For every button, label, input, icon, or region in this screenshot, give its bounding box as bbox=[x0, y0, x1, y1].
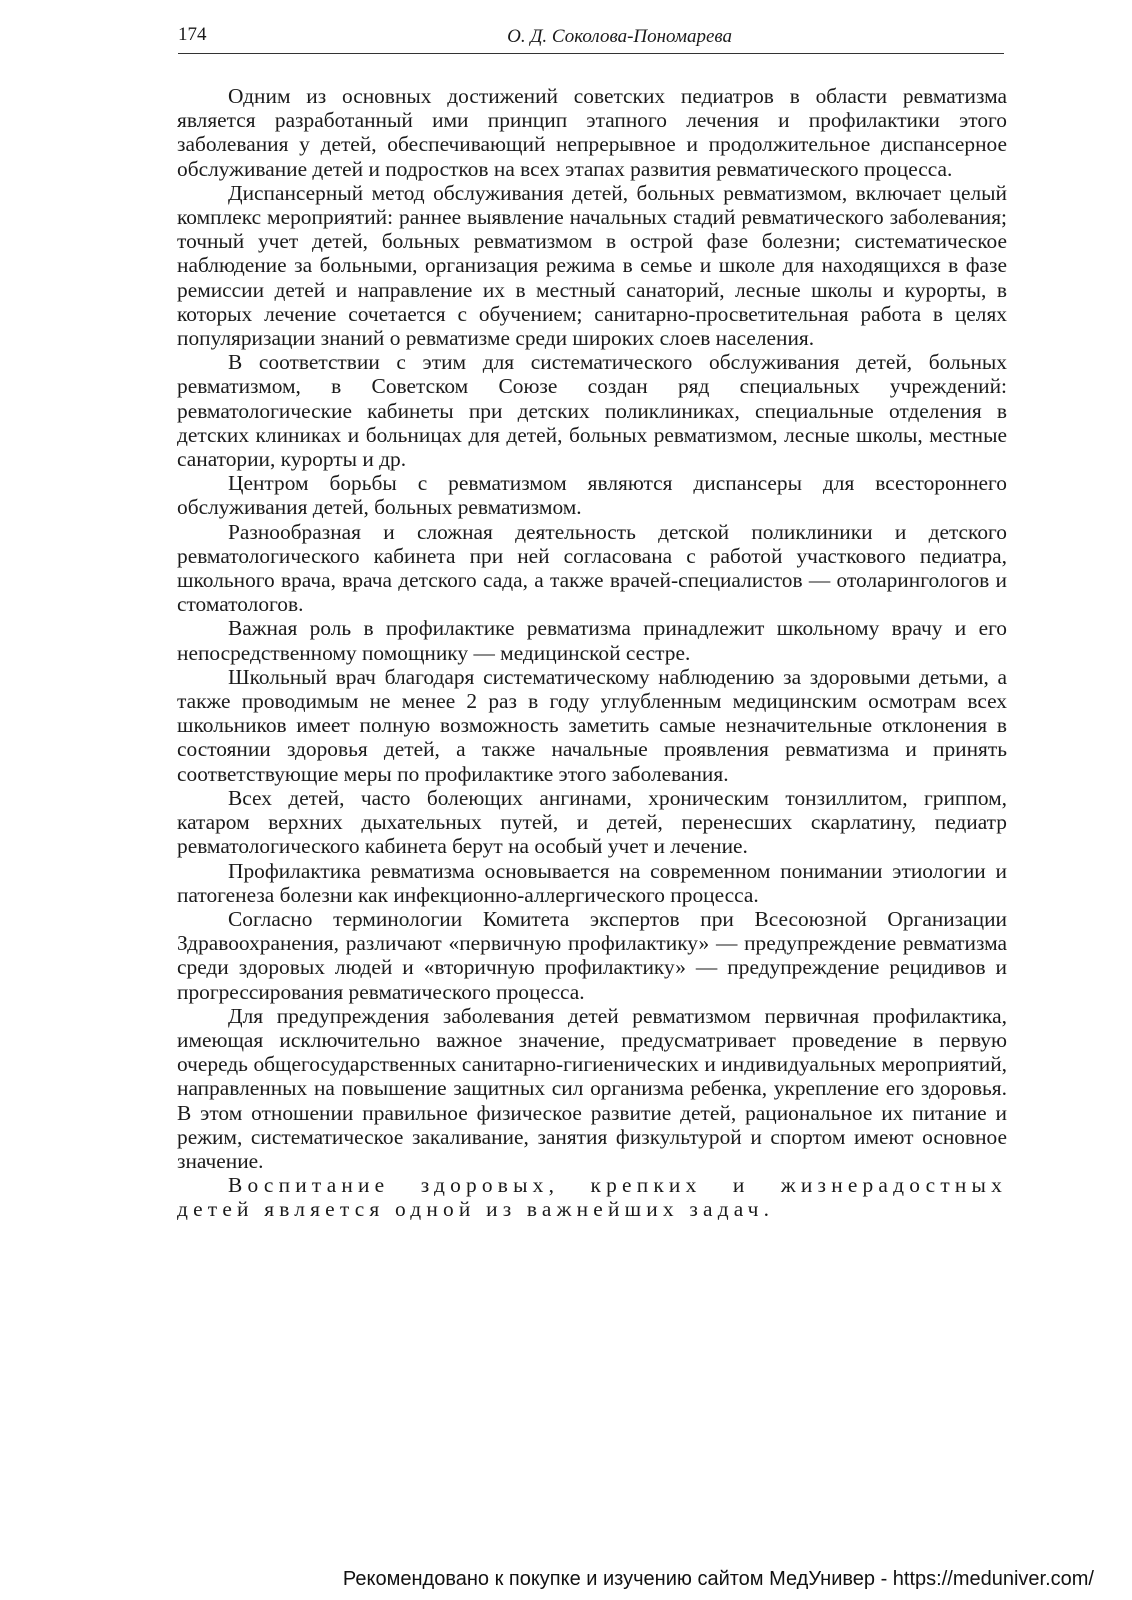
page-number: 174 bbox=[178, 24, 207, 45]
footer-recommendation: Рекомендовано к покупке и изучению сайтом МедУнивер - https://meduniver.com/ bbox=[342, 1568, 1094, 1590]
paragraph: Для предупреждения заболевания детей ревматизмом первичная профилактика, имеющая исключительно важное значение, предусматривает проведение в первую очередь общегосударственных санитарно-гигиенических и индивидуальных мероприятий, направленных на повышение защитных сил организма ребенка, укрепление его здоровья. В этом отношении правильное физическое развитие детей, рациональное их питание и режим, систематическое закаливание, занятия физкультурой и спортом имеют основное значение. bbox=[177, 1003, 1007, 1173]
paragraph: Всех детей, часто болеющих ангинами, хроническим тонзиллитом, гриппом, катаром верхних дыхательных путей, и детей, перенесших скарлатину, педиатр ревматологического кабинета берут на особый учет и лечение. bbox=[177, 785, 1007, 859]
running-head: О. Д. Соколова-Пономарева bbox=[507, 26, 732, 47]
body-text bbox=[177, 84, 1007, 1222]
closing-paragraph: Воспитание здоровых, крепких и жизнерадостных детей является одной из важнейших задач. bbox=[177, 1173, 1007, 1222]
page-header bbox=[178, 20, 1004, 56]
paragraph: Согласно терминологии Комитета экспертов при Всесоюзной Организации Здравоохранения, различают «первичную профилактику» — предупреждение ревматизма среди здоровых людей и «вторичную профилактику» — предупреждение рецидивов и прогрессирования ревматического процесса. bbox=[177, 906, 1007, 1004]
paragraph: Разнообразная и сложная деятельность детской поликлиники и детского ревматологического кабинета при ней согласована с работой участкового педиатра, школьного врача, врача детского сада, а также врачей-специалистов — отоларингологов и стоматологов. bbox=[177, 519, 1007, 617]
paragraph: Диспансерный метод обслуживания детей, больных ревматизмом, включает целый комплекс мероприятий: раннее выявление начальных стадий ревматического заболевания; точный учет детей, больных ревматизмом в острой фазе болезни; систематическое наблюдение за больными, организация режима в семье и школе для находящихся в фазе ремиссии детей и направление их в местный санаторий, лесные школы и курорты, в которых лечение сочетается с обучением; санитарно-просветительная работа в целях популяризации знаний о ревматизме среди широких слоев населения. bbox=[177, 180, 1007, 351]
paragraph: Одним из основных достижений советских педиатров в области ревматизма является разработанный ими принцип этапного лечения и профилактики этого заболевания у детей, обеспечивающий непрерывное и продолжительное диспансерное обслуживание детей и подростков на всех этапах развития ревматического процесса. bbox=[177, 84, 1007, 181]
paragraph: Школьный врач благодаря систематическому наблюдению за здоровыми детьми, а также проводимым не менее 2 раз в году углубленным медицинским осмотрам всех школьников имеет полную возможность заметить самые незначительные отклонения в состоянии здоровья детей, а также начальные проявления ревматизма и принять соответствующие меры по профилактике этого заболевания. bbox=[177, 664, 1007, 786]
paragraph: Центром борьбы с ревматизмом являются диспансеры для всестороннего обслуживания детей, больных ревматизмом. bbox=[177, 471, 1007, 520]
header-rule bbox=[178, 53, 1004, 54]
paragraph: В соответствии с этим для систематического обслуживания детей, больных ревматизмом, в Советском Союзе создан ряд специальных учреждений: ревматологические кабинеты при детских поликлиниках, специальные отделения в детских клиниках и больницах для детей, больных ревматизмом, лесные школы, местные санатории, курорты и др. bbox=[177, 350, 1007, 472]
paragraph: Профилактика ревматизма основывается на современном понимании этиологии и патогенеза болезни как инфекционно-аллергического процесса. bbox=[177, 858, 1007, 907]
paragraph: Важная роль в профилактике ревматизма принадлежит школьному врачу и его непосредственному помощнику — медицинской сестре. bbox=[177, 616, 1007, 665]
